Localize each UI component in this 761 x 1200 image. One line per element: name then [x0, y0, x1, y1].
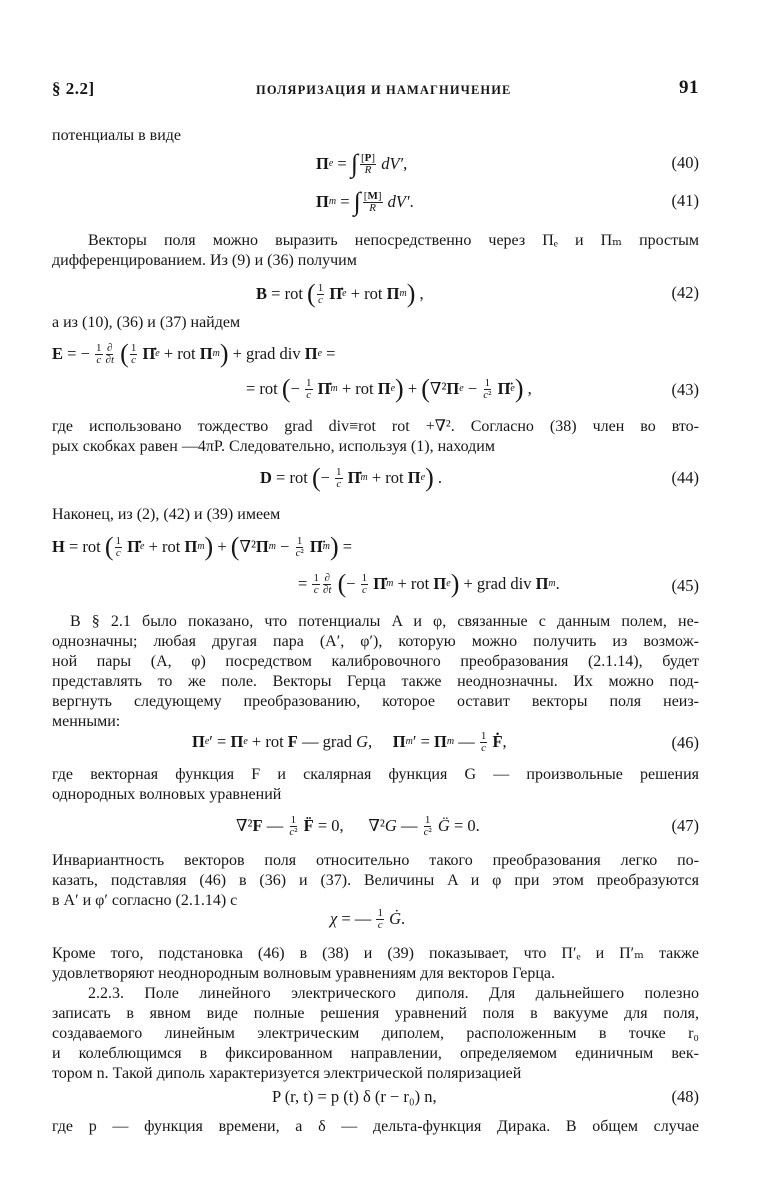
equation-number: (46)	[671, 733, 699, 752]
text-line: рых скобках равен —4πP. Следовательно, используя (1), находим	[52, 438, 495, 455]
page-number: 91	[679, 77, 699, 98]
equation-42: B = rot ( 1 c Π̇ e + rot Π m ) ,	[256, 279, 424, 308]
text-line: представлять то же поле. Векторы Герца также неоднозначны. Их можно под-	[52, 673, 699, 690]
equation-number: (44)	[671, 468, 699, 487]
text-line: потенциалы в виде	[52, 127, 182, 144]
equation-number: (48)	[671, 1087, 699, 1106]
equation-number: (45)	[671, 576, 699, 595]
text-line: а из (10), (36) и (37) найдем	[52, 314, 241, 331]
text-line: Инвариантность векторов поля относительно такого преобразования легко по-	[52, 852, 699, 869]
text-line: в A′ и φ′ согласно (2.1.14) с	[52, 892, 238, 909]
equation-43-line2: = rot ( − 1 c Π̇ m + rot Π e ) + ( ∇² Π e − 1 c² Π̈ e ) ,	[246, 374, 532, 403]
text-line: создаваемого линейным электрическим диполем, расположенным в точке r₀	[52, 1025, 699, 1042]
equation-41: Π m = ∫ [M] R dV′ .	[316, 187, 414, 216]
text-line: вергнуть следующему преобразованию, которое оставит векторы поля неиз-	[52, 693, 699, 710]
text-line: дифференцированием. Из (9) и (36) получим	[52, 252, 357, 269]
equation-45-line2: = 1 c ∂ ∂t ( − 1 c Π̇ m + rot Π e ) + grad div Π m .	[298, 569, 560, 598]
text-line: записать в явном виде полные решения уравнений поля в вакууме для поля,	[52, 1005, 699, 1022]
text-line: где векторная функция F и скалярная функция G — произвольные решения	[52, 766, 699, 783]
equation-40: Π e = ∫ [P] R dV′ ,	[316, 149, 408, 178]
equation-46: Π e ′ = Π e + rot F — grad G , Π m ′ = Π m — 1 c Ḟ ,	[192, 729, 507, 754]
text-line: казать, подставляя (46) в (36) и (37). Величины A и φ при этом преобразуются	[52, 872, 699, 889]
running-title: ПОЛЯРИЗАЦИЯ И НАМАГНИЧЕНИЕ	[256, 83, 512, 97]
text-line: где использовано тождество grad div≡rot rot +∇². Согласно (38) член во вто-	[52, 418, 699, 435]
equation-45-line1: H = rot ( 1 c Π̇ e + rot Π m ) + ( ∇² Π m − 1 c² Π̈ m ) =	[52, 532, 353, 561]
text-line: удовлетворяют неоднородным волновым уравнениям для векторов Герца.	[52, 965, 555, 982]
text-line: менными:	[52, 713, 121, 730]
text-line: Кроме того, подстановка (46) в (38) и (39) показывает, что Π′ₑ и Π′ₘ также	[52, 945, 699, 962]
text-line: ной пары (A, φ) посредством калибровочного преобразования (2.1.14), будет	[52, 653, 699, 670]
text-line: однозначны; любая другая пара (A′, φ′), которую можно получить из возмож-	[52, 633, 699, 650]
equation-48: P (r, t) = p (t) δ (r − r₀) n,	[272, 1087, 437, 1106]
equation-43-line1: E = − 1 c ∂ ∂t ( 1 c Π̇ e + rot Π m ) + grad div Π e =	[52, 339, 336, 368]
equation-number: (47)	[671, 816, 699, 835]
text-line: Наконец, из (2), (42) и (39) имеем	[52, 506, 281, 523]
subsection-heading-line: 2.2.3. Поле линейного электрического диполя. Для дальнейшего полезно	[88, 985, 699, 1002]
equation-number: (41)	[671, 191, 699, 210]
text-line: Векторы поля можно выразить непосредственно через Πₑ и Πₘ простым	[88, 232, 699, 249]
equation-number: (43)	[671, 380, 699, 399]
text-line: и колеблющимся в фиксированном направлении, определяемом единичным век-	[52, 1045, 699, 1062]
equation-number: (40)	[671, 153, 699, 172]
equation-number: (42)	[671, 283, 699, 302]
text-line: В § 2.1 было показано, что потенциалы A и φ, связанные с данным полем, не-	[70, 613, 699, 630]
section-reference: § 2.2]	[52, 79, 95, 98]
equation-chi: χ = — 1 c Ġ .	[330, 906, 406, 931]
equation-44: D = rot ( − 1 c Π̇ m + rot Π e ) .	[260, 463, 442, 492]
text-line: где p — функция времени, а δ — дельта-функция Дирака. В общем случае	[52, 1118, 699, 1135]
text-line: тором n. Такой диполь характеризуется электрической поляризацией	[52, 1065, 522, 1082]
text-line: однородных волновых уравнений	[52, 786, 282, 803]
equation-47: ∇² F — 1 c² F̈ = 0, ∇² G — 1 c² G̈ = 0.	[236, 813, 480, 838]
